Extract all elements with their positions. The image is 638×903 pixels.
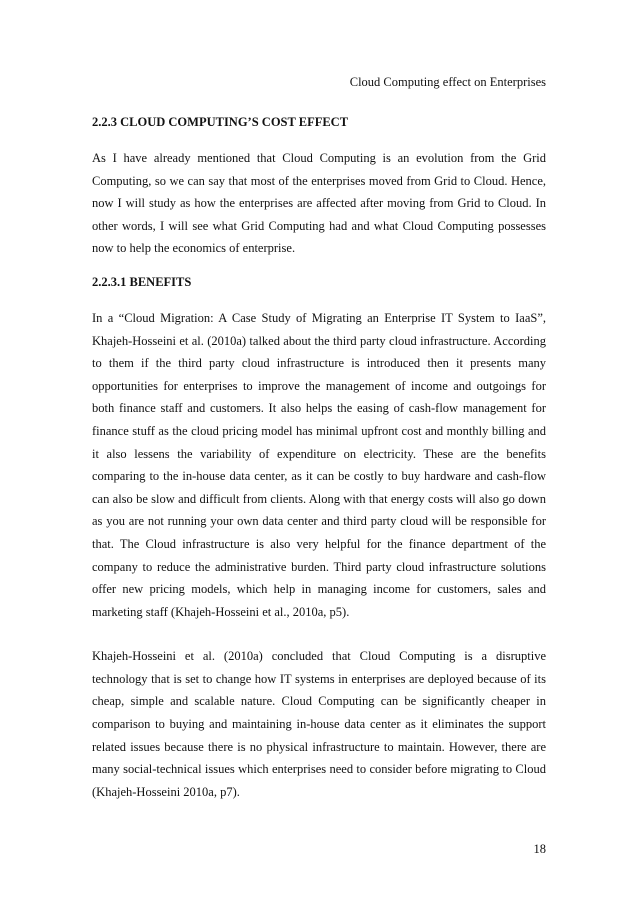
running-header: Cloud Computing effect on Enterprises — [349, 75, 546, 89]
page-number: 18 — [533, 842, 546, 856]
page-content — [92, 114, 546, 803]
benefits-paragraph-1: In a “Cloud Migration: A Case Study of Migrating an Enterprise IT System to IaaS”, Khajeh-Hosseini et al. (2010a) talked about the third party cloud infrastructure. According to them if the third party cloud infrastructure is introduced then it presents many opportunities for enterprises to improve the management of income and outgoings for both finance staff and customers. It also helps the easing of cash-flow management for finance stuff as the cloud pricing model has minimal upfront cost and monthly billing and it also lessens the variability of expenditure on electricity. These are the benefits comparing to the in-house data center, as it can be costly to buy hardware and cash-flow can also be slow and difficult from clients. Along with that energy costs will also go down as you are not running your own data center and third party cloud will be responsible for that. The Cloud infrastructure is also very helpful for the finance department of the company to reduce the administrative burden. Third party cloud infrastructure solutions offer new pricing models, which help in managing income for customers, sales and marketing staff (Khajeh-Hosseini et al., 2010a, p5). — [92, 310, 546, 619]
section-heading: 2.2.3 CLOUD COMPUTING’S COST EFFECT — [92, 115, 349, 129]
benefits-paragraph-2: Khajeh-Hosseini et al. (2010a) concluded that Cloud Computing is a disruptive technology that is set to change how IT systems in enterprises are deployed because of its cheap, simple and scalable nature. Cloud Computing can be significantly cheaper in comparison to buying and maintaining in-house data center as it eliminates the support related issues because there is no physical infrastructure to maintain. However, there are many social-technical issues which enterprises need to consider before migrating to Cloud (Khajeh-Hosseini 2010a, p7). — [92, 649, 546, 799]
subsection-heading: 2.2.3.1 BENEFITS — [92, 274, 192, 289]
intro-paragraph: As I have already mentioned that Cloud Computing is an evolution from the Grid Computing, so we can say that most of the enterprises moved from Grid to Cloud. Hence, now I will study as how the enterprises are affected after moving from Grid to Cloud. In other words, I will see what Grid Computing had and what Cloud Computing possesses now to help the economics of enterprise. — [92, 151, 546, 256]
